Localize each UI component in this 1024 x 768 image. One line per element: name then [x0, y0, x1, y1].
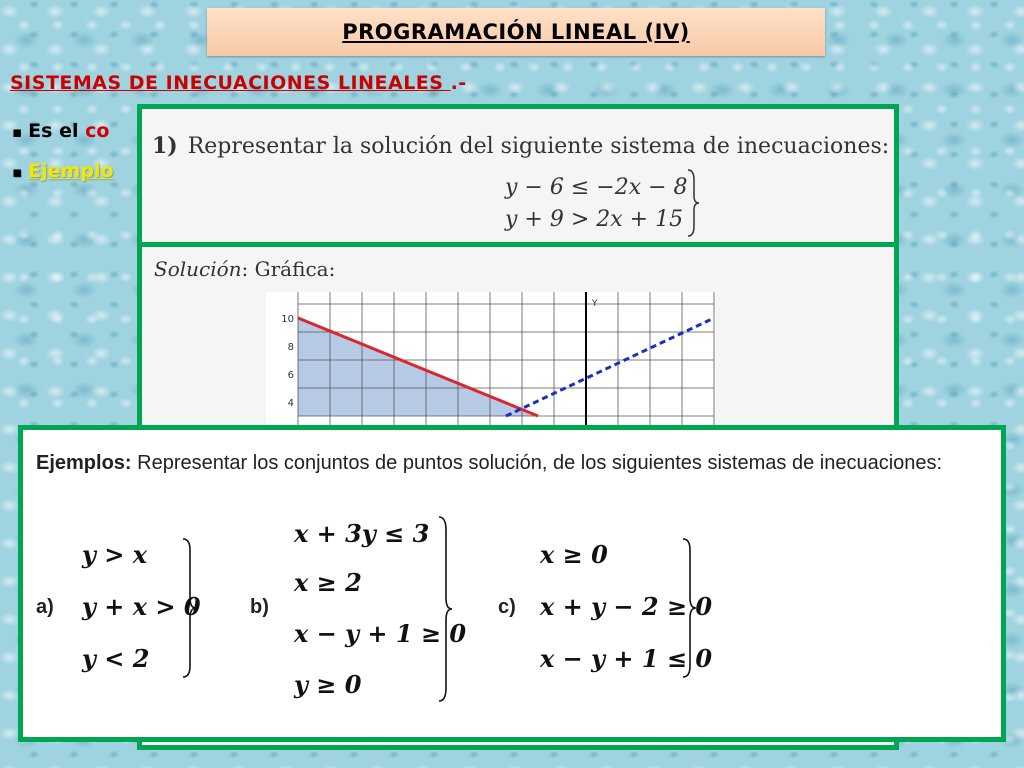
problem-system	[505, 172, 688, 236]
examples-label: Ejemplos:	[36, 452, 132, 474]
example-b-inequality-4: y ≥ 0	[294, 670, 362, 699]
bullet-1-highlight: co	[85, 120, 110, 142]
example-b-label: b)	[250, 596, 269, 618]
subtitle-suffix: .-	[450, 72, 467, 94]
solution-label-rest: : Gráfica:	[241, 257, 336, 281]
example-c-inequality-2: x + y − 2 ≥ 0	[540, 592, 713, 621]
right-brace-icon	[180, 536, 198, 680]
bullet-item-2	[12, 160, 114, 182]
bullet-item-1	[12, 120, 109, 142]
section-subtitle	[10, 72, 467, 94]
example-b-inequality-2: x ≥ 2	[294, 568, 362, 597]
example-a-label: a)	[36, 596, 54, 618]
bullet-square-icon: ▪	[12, 163, 23, 181]
example-a-inequality-2: y + x > 0	[82, 592, 201, 621]
example-c-inequality-3: x − y + 1 ≤ 0	[540, 644, 713, 673]
slide-title: PROGRAMACIÓN LINEAL (IV)	[342, 20, 690, 44]
examples-heading	[36, 452, 942, 475]
solution-label: Solución	[154, 257, 242, 281]
example-b-inequality-3: x − y + 1 ≥ 0	[294, 619, 467, 648]
y-tick-label: 6	[287, 370, 294, 381]
examples-text: Representar los conjuntos de puntos solución, de los siguientes sistemas de inecuaciones:	[131, 452, 943, 474]
subtitle-main: SISTEMAS DE INECUACIONES LINEALES	[10, 72, 451, 94]
y-tick-label: 4	[287, 398, 294, 409]
bullet-square-icon: ▪	[12, 123, 23, 141]
y-tick-label: 10	[281, 314, 294, 325]
problem-inequality-1: y − 6 ≤ −2x − 8	[505, 175, 688, 200]
right-brace-icon	[680, 536, 698, 680]
bullet-1-lead: Es el	[28, 120, 86, 142]
y-axis-label: Y	[592, 299, 598, 309]
solution-heading	[154, 257, 335, 281]
example-a-inequality-3: y < 2	[82, 644, 150, 673]
problem-text: Representar la solución del siguiente sistema de inecuaciones:	[187, 134, 890, 159]
slide-title-bar	[207, 8, 825, 56]
right-brace-icon	[686, 168, 700, 238]
problem-statement	[152, 133, 889, 159]
problem-inequality-2: y + 9 > 2x + 15	[505, 207, 684, 232]
problem-number: 1)	[152, 133, 178, 159]
y-tick-label: 8	[287, 342, 294, 353]
example-c-label: c)	[498, 596, 516, 618]
example-a-inequality-1: y > x	[82, 540, 148, 569]
bullet-2-text: Ejemplo	[28, 160, 114, 182]
solution-graph	[266, 292, 716, 432]
right-brace-icon	[436, 514, 454, 704]
example-c-inequality-1: x ≥ 0	[540, 540, 608, 569]
example-b-inequality-1: x + 3y ≤ 3	[294, 519, 430, 548]
